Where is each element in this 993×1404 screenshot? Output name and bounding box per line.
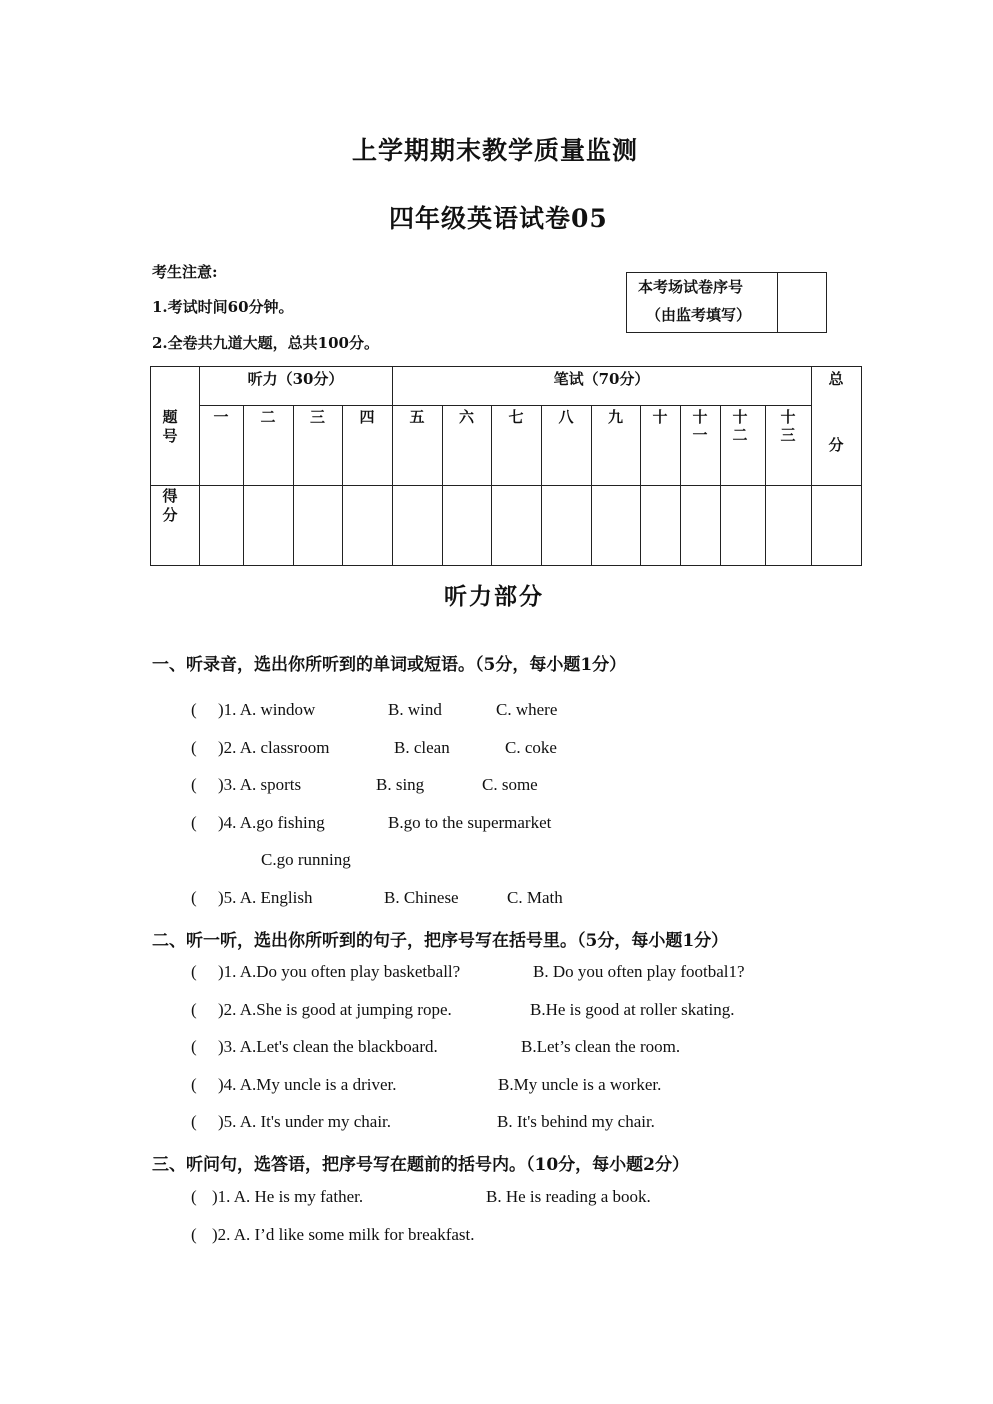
qnum-cell: 六	[458, 408, 474, 426]
paren-open: (	[191, 738, 197, 757]
s1-q3-option-a: )3. A. sports	[218, 775, 302, 794]
qnum-cell: 三	[309, 408, 325, 426]
qnum-cell: 四	[359, 408, 375, 426]
paren-open: (	[191, 1225, 197, 1244]
s2-q1-option-b: B. Do you often play footbal1?	[533, 962, 745, 981]
paren-open: (	[191, 813, 197, 832]
paren-open: (	[191, 775, 197, 794]
qnum-cell: 十二	[732, 408, 748, 444]
paren-open: (	[191, 962, 197, 981]
qnum-cell: 二	[260, 408, 276, 426]
paren-open: (	[191, 1000, 197, 1019]
s2-q2-option-b: B.He is good at roller skating.	[530, 1000, 735, 1019]
paren-open: (	[191, 1037, 197, 1056]
section3-heading: 三、听问句，选答语，把序号写在题前的括号内。（10分，每小题2分）	[152, 1155, 689, 1175]
notes-label: 考生注意:	[152, 263, 218, 281]
qnum-cell: 十三	[780, 408, 796, 444]
exam-subtitle: 四年级英语试卷05	[389, 204, 608, 233]
total-header-bottom: 分	[828, 436, 844, 454]
s3-q1-option-a: )1. A. He is my father.	[212, 1187, 364, 1206]
qnum-cell: 七	[508, 408, 524, 426]
s1-q5-option-b: B. Chinese	[384, 888, 459, 907]
s1-q2-option-a: )2. A. classroom	[218, 738, 330, 757]
serial-box-line1: 本考场试卷序号	[638, 278, 744, 296]
s1-q4-option-a: )4. A.go fishing	[218, 813, 325, 832]
s1-q1-option-c: C. where	[496, 700, 558, 719]
score-table	[150, 366, 862, 566]
s2-q4-option-b: B.My uncle is a worker.	[498, 1075, 662, 1094]
total-header-top: 总	[828, 370, 844, 388]
s2-q4-option-a: )4. A.My uncle is a driver.	[218, 1075, 397, 1094]
s2-q1-option-a: )1. A.Do you often play basketball?	[218, 962, 461, 981]
s1-q3-option-c: C. some	[482, 775, 538, 794]
qnum-cell: 一	[213, 408, 229, 426]
s2-q5-option-b: B. It's behind my chair.	[497, 1112, 655, 1131]
notes-item-time: 1.考试时间60分钟。	[152, 298, 294, 316]
s1-q3-option-b: B. sing	[376, 775, 425, 794]
s2-q3-option-a: )3. A.Let's clean the blackboard.	[218, 1037, 438, 1056]
s1-q2-option-b: B. clean	[394, 738, 450, 757]
section1-heading: 一、听录音，选出你所听到的单词或短语。（5分，每小题1分）	[152, 655, 627, 675]
qnum-cell: 九	[607, 408, 623, 426]
section2-heading: 二、听一听，选出你所听到的句子，把序号写在括号里。（5分，每小题1分）	[152, 931, 729, 951]
qnum-cell: 八	[558, 408, 574, 426]
s1-q5-option-c: C. Math	[507, 888, 563, 907]
s1-q1-option-b: B. wind	[388, 700, 442, 719]
s3-q1-option-b: B. He is reading a book.	[486, 1187, 651, 1206]
row-label-question-number: 题号	[162, 408, 178, 445]
s3-q2-option-a: )2. A. I’d like some milk for breakfast.	[212, 1225, 475, 1244]
row-label-score: 得分	[162, 487, 178, 524]
listening-part-title: 听力部分	[444, 583, 544, 610]
notes-item-total: 2.全卷共九道大题，总共100分。	[152, 334, 379, 352]
paren-open: (	[191, 700, 197, 719]
qnum-cell: 十	[652, 408, 668, 426]
s1-q4-option-b: B.go to the supermarket	[388, 813, 552, 832]
s1-q4-option-c: C.go running	[261, 850, 351, 869]
paren-open: (	[191, 1112, 197, 1131]
s1-q2-option-c: C. coke	[505, 738, 557, 757]
paren-open: (	[191, 1187, 197, 1206]
serial-box-line2: （由监考填写）	[646, 306, 752, 324]
s2-q5-option-a: )5. A. It's under my chair.	[218, 1112, 392, 1131]
s2-q2-option-a: )2. A.She is good at jumping rope.	[218, 1000, 452, 1019]
qnum-cell: 五	[409, 408, 425, 426]
s2-q3-option-b: B.Let’s clean the room.	[521, 1037, 681, 1056]
listening-header: 听力（30分）	[247, 370, 344, 388]
s1-q1-option-a: )1. A. window	[218, 700, 316, 719]
exam-title: 上学期期末教学质量监测	[352, 136, 639, 165]
written-header: 笔试（70分）	[553, 370, 650, 388]
s1-q5-option-a: )5. A. English	[218, 888, 313, 907]
paren-open: (	[191, 888, 197, 907]
paren-open: (	[191, 1075, 197, 1094]
serial-number-box	[626, 272, 827, 333]
qnum-cell: 十一	[692, 408, 708, 444]
